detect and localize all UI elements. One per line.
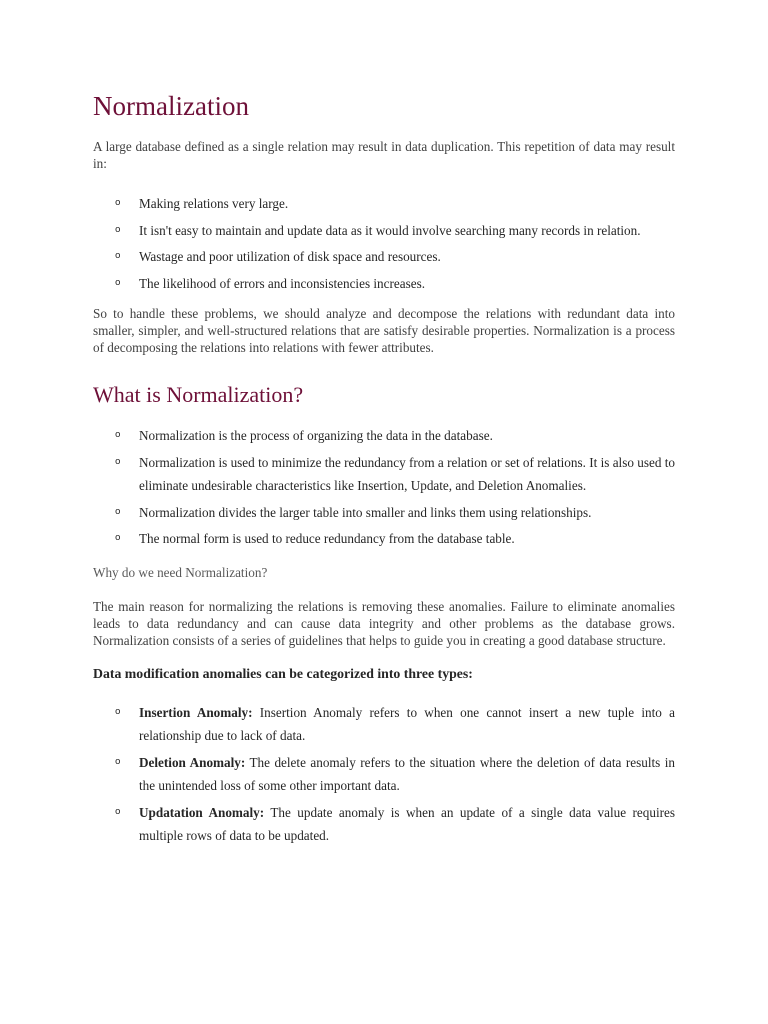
list-item: [93, 451, 675, 498]
list-item-text: The normal form is used to reduce redundancy from the database table.: [139, 531, 515, 546]
definitions-list: [93, 424, 675, 551]
bullet-circle-icon: o: [115, 533, 121, 543]
bullet-circle-icon: o: [115, 456, 121, 467]
list-item-text: Making relations very large.: [139, 196, 289, 211]
anomaly-description: The update anomaly is when an update of a single data value requires multiple rows of data to be updated.: [139, 804, 675, 843]
list-item: [93, 219, 675, 243]
list-item: [93, 192, 675, 216]
anomaly-description: The delete anomaly refers to the situation where the deletion of data results in the unintended loss of some other important data.: [139, 754, 675, 793]
list-item: [93, 751, 675, 798]
bullet-circle-icon: o: [115, 277, 121, 288]
handling-paragraph: So to handle these problems, we should analyze and decompose the relations with redundant data into smaller, simpler, and well-structured relations that are satisfy desirable properties. Normalization is a process of decomposing the relations into relations with fewer attributes.: [93, 306, 675, 355]
anomalies-list: [93, 701, 675, 848]
bullet-circle-icon: o: [115, 756, 121, 767]
list-item: [93, 701, 675, 748]
list-item-text: It isn't easy to maintain and update data as it would involve searching many records in relation.: [139, 222, 641, 238]
bullet-circle-icon: o: [115, 806, 121, 817]
reason-paragraph: The main reason for normalizing the relations is removing these anomalies. Failure to eliminate anomalies leads to data redundancy and can cause data integrity and other problems as the database grows. Normalization consists of a series of guidelines that helps to guide you in creating a good database structure.: [93, 598, 675, 648]
list-item: [93, 272, 675, 296]
list-item: [93, 801, 675, 848]
page-title: Normalization: [93, 91, 249, 121]
list-item-text: Normalization is the process of organizing the data in the database.: [139, 428, 493, 443]
problems-list: [93, 192, 675, 295]
list-item-text: Wastage and poor utilization of disk space and resources.: [139, 249, 441, 264]
why-normalization-line: Why do we need Normalization?: [93, 564, 268, 580]
anomaly-term: Insertion Anomaly:: [139, 704, 253, 720]
bullet-circle-icon: o: [115, 251, 121, 261]
anomaly-description: Insertion Anomaly refers to when one cannot insert a new tuple into a relationship due to lack of data.: [139, 704, 675, 743]
bullet-circle-icon: o: [115, 706, 121, 717]
bullet-circle-icon: o: [115, 430, 121, 440]
anomaly-term: Deletion Anomaly:: [139, 754, 246, 770]
list-item: [93, 527, 675, 551]
list-item: [93, 424, 675, 448]
list-item-text: The likelihood of errors and inconsistencies increases.: [139, 275, 426, 291]
list-item-text: Normalization divides the larger table into smaller and links them using relationships.: [139, 504, 592, 520]
list-item: [93, 501, 675, 525]
anomalies-heading: Data modification anomalies can be categorized into three types:: [93, 665, 473, 681]
section-heading-what-is-normalization: What is Normalization?: [93, 382, 304, 407]
anomaly-term: Updatation Anomaly:: [139, 804, 265, 820]
bullet-circle-icon: o: [115, 506, 121, 517]
intro-paragraph: A large database defined as a single relation may result in data duplication. This repetition of data may result in:: [93, 139, 675, 171]
bullet-circle-icon: o: [115, 224, 121, 235]
list-item: [93, 245, 675, 269]
list-item-text: Normalization is used to minimize the redundancy from a relation or set of relations. It is also used to eliminate undesirable characteristics like Insertion, Update, and Deletion Anomalies.: [139, 454, 675, 493]
bullet-circle-icon: o: [115, 198, 121, 208]
document-page: [93, 88, 675, 851]
